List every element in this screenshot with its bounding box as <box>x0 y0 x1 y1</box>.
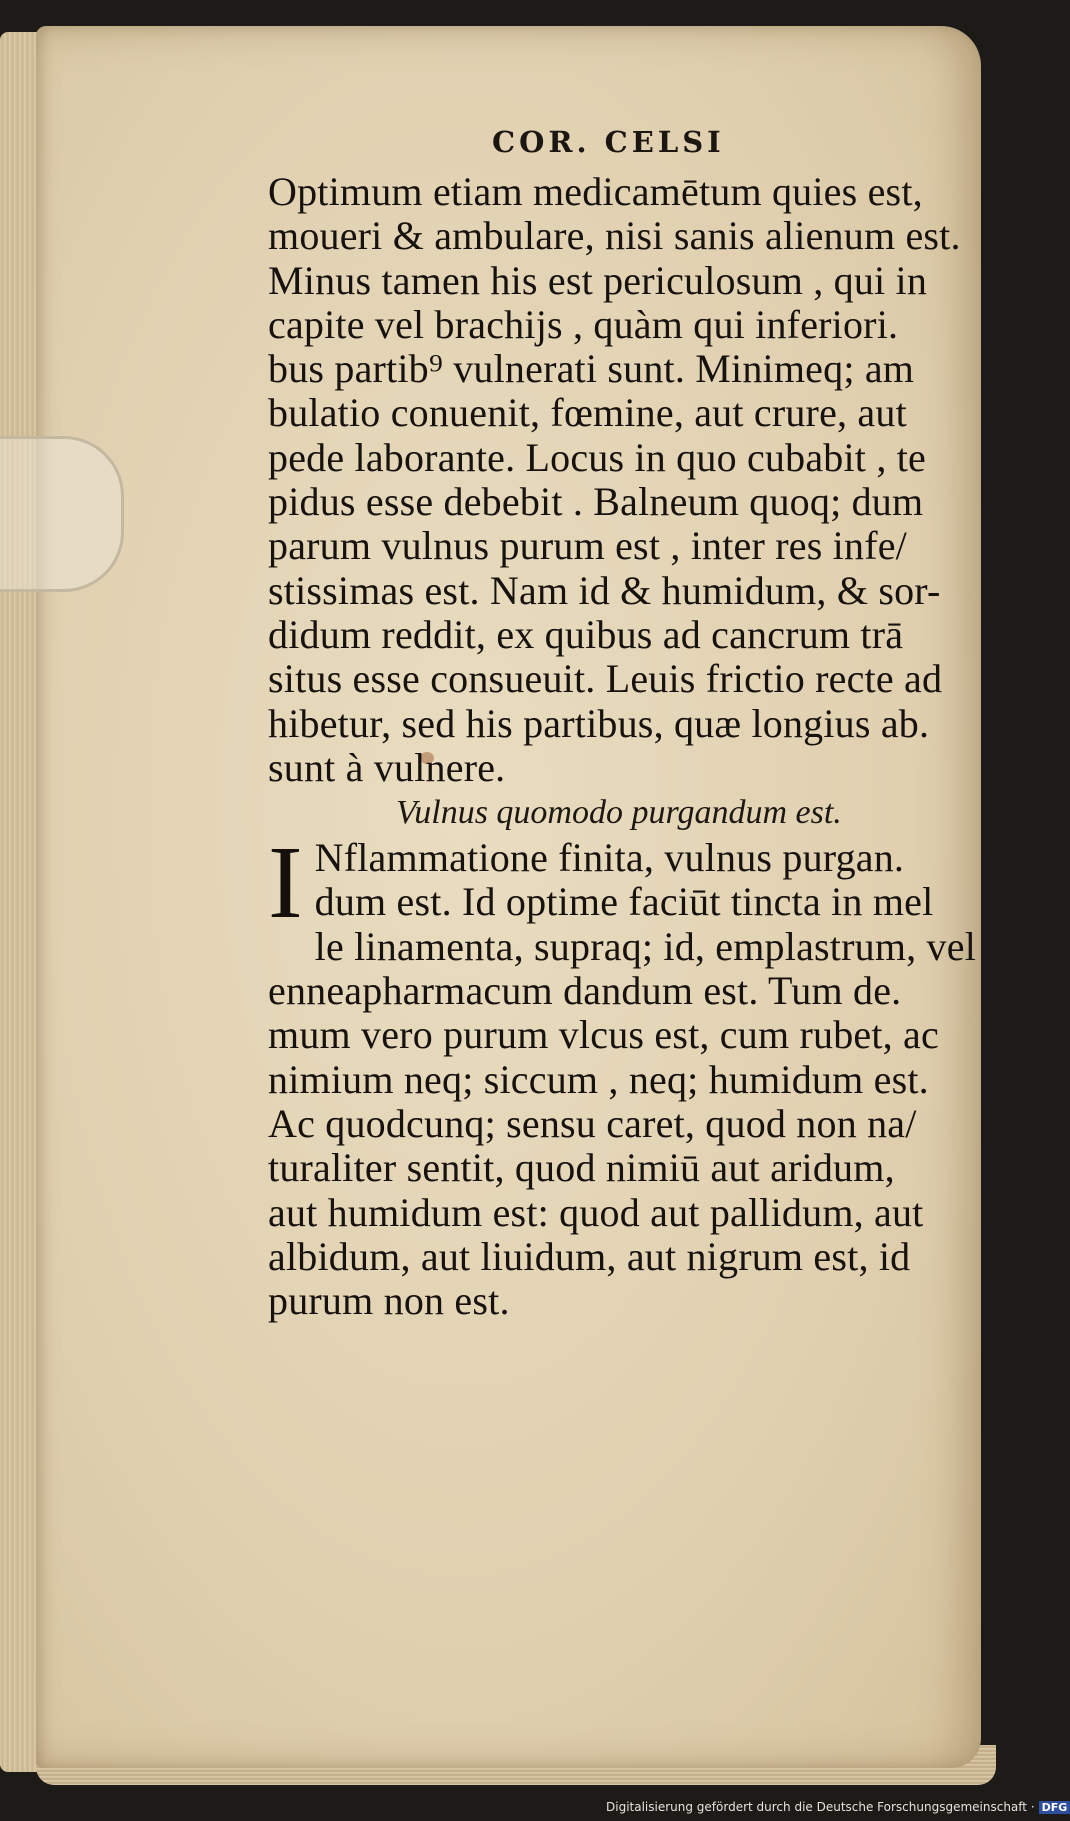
text-line: bulatio conuenit, fœmine, aut crure, aut <box>268 390 907 436</box>
text-line: hibetur, sed his partibus, quæ longius ab. <box>268 700 930 746</box>
paragraph-2 <box>268 825 980 1324</box>
text-line: dum est. Id optime faciūt tincta in mel <box>314 879 934 925</box>
text-line: pede laborante. Locus in quo cubabit , te <box>268 434 926 480</box>
text-line: Optimum etiam medicamētum quies est, <box>268 169 923 214</box>
text-line: purum non est. <box>268 1278 510 1324</box>
dfg-logo: DFG <box>1039 1801 1070 1814</box>
text-line: capite vel brachijs , quàm qui inferiori. <box>268 301 899 347</box>
page-clip <box>0 436 124 592</box>
text-line: bus partib⁹ vulnerati sunt. Minimeq; am <box>268 346 915 392</box>
section-heading: Vulnus quomodo purgandum est. <box>396 794 842 832</box>
digitization-footer <box>606 1800 1070 1814</box>
text-line: mum vero purum vlcus est, cum rubet, ac <box>268 1012 939 1058</box>
text-line: Minus tamen his est periculosum , qui in <box>268 257 928 303</box>
text-line: pidus esse debebit . Balneum quoq; dum <box>268 479 924 525</box>
text-line: situs esse consueuit. Leuis frictio recte ad <box>268 656 943 702</box>
text-line: aut humidum est: quod aut pallidum, aut <box>268 1189 924 1235</box>
paragraph-2-opening <box>268 825 980 941</box>
text-block <box>268 170 980 1323</box>
text-line: parum vulnus purum est , inter res infe/ <box>268 523 907 569</box>
text-line: Ac quodcunq; sensu caret, quod non na/ <box>268 1100 917 1146</box>
text-line: stissimas est. Nam id & humidum, & sor- <box>268 567 941 613</box>
text-line: albidum, aut liuidum, aut nigrum est, id <box>268 1233 911 1279</box>
text-line: enneapharmacum dandum est. Tum de. <box>268 968 902 1014</box>
text-line: nimium neq; siccum , neq; humidum est. <box>268 1056 929 1102</box>
text-line: didum reddit, ex quibus ad cancrum trā <box>268 611 904 657</box>
initial-letter: I <box>268 825 303 941</box>
paragraph-1 <box>268 170 980 790</box>
text-line: le linamenta, supraq; id, emplastrum, vel <box>314 923 977 969</box>
footer-text: Digitalisierung gefördert durch die Deutsche Forschungsgemeinschaft · <box>606 1800 1035 1814</box>
text-line: turaliter sentit, quod nimiū aut aridum, <box>268 1145 895 1191</box>
running-head: COR. CELSI <box>492 125 725 159</box>
text-line: moueri & ambulare, nisi sanis alienum est. <box>268 213 961 259</box>
text-line: Nflammatione finita, vulnus purgan. <box>314 835 905 881</box>
text-line: sunt à vulnere. <box>268 744 506 790</box>
